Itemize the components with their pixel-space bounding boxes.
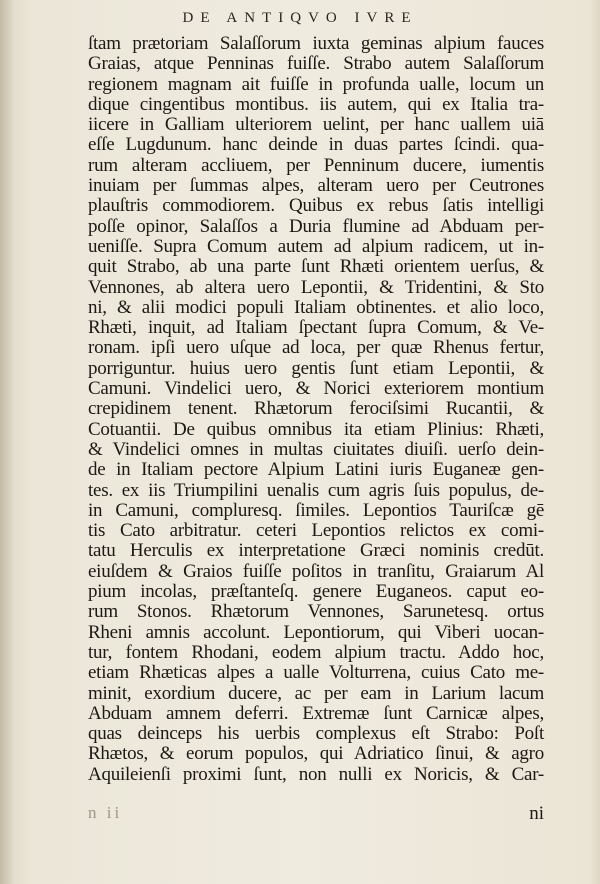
text-line: ronam. ipſi uero uſque ad loca, per quæ Rhenus fertur, — [88, 337, 544, 359]
text-line: pium incolas, præſtanteſq. genere Euganeos. caput eo- — [88, 581, 544, 603]
text-line: eiuſdem & Graios fuiſſe poſitos in tranſitu, Graiarum Al — [88, 560, 544, 582]
running-head: DE ANTIQVO IVRE — [182, 10, 418, 26]
text-line: Vennones, ab altera uero Lepontii, & Tridentini, & Sto — [88, 276, 544, 298]
text-line: poſſe opinor, Salaſſos a Duria flumine ad Abduam per- — [88, 215, 544, 237]
text-line: Abduam amnem deferri. Extremæ ſunt Carnicæ alpes, — [88, 702, 544, 724]
text-line: tes. ex iis Triumpilini uenalis cum agris ſuis populus, de- — [88, 479, 544, 501]
catchword: ni — [529, 803, 544, 824]
text-line: regionem magnam ait fuiſſe in profunda ualle, locum un — [88, 73, 544, 95]
body-text — [88, 34, 544, 785]
text-line: crepidinem tenent. Rhætorum ferociſsimi Rucantii, & — [88, 398, 544, 420]
text-line: plauſtris commodiorem. Quibus ex rebus ſatis intelligi — [88, 195, 544, 217]
text-line: rum alteram accliuem, per Penninum ducere, iumentis — [88, 154, 544, 176]
page-footer — [88, 803, 544, 825]
text-line: etiam Rhæticas alpes a ualle Volturrena, cuius Cato me- — [88, 662, 544, 684]
text-line: porriguntur. huius uero gentis ſunt etiam Lepontii, & — [88, 357, 544, 379]
text-line: Camuni. Vindelici uero, & Norici exteriorem montium — [88, 378, 544, 400]
text-line: tatu Herculis ex interpretatione Græci nominis credūt. — [88, 540, 544, 562]
text-line: Rhæti, inquit, ad Italiam ſpectant ſupra Comum, & Ve- — [88, 317, 544, 339]
text-line: ueniſſe. Supra Comum autem ad alpium radicem, ut in- — [88, 235, 544, 257]
text-line: in Camuni, compluresq. ſimiles. Lepontios Tauriſcæ gē — [88, 499, 544, 521]
text-line: iicere in Galliam ulteriorem uelint, per hanc uallem uiā — [88, 114, 544, 136]
text-line: tis Cato arbitratur. ceteri Lepontios relictos ex comi- — [88, 520, 544, 542]
gutter-shadow — [0, 0, 14, 884]
text-line: de in Italiam pectore Alpium Latini iuris Euganeæ gen- — [88, 459, 544, 481]
text-line: Rhætos, & eorum populos, qui Adriatico ſinui, & agro — [88, 743, 544, 765]
text-line: tur, fontem Rhodani, eodem alpium tractu. Addo hoc, — [88, 641, 544, 663]
text-line: minit, exordium ducere, ac per eam in Larium lacum — [88, 682, 544, 704]
text-line: inuiam per ſummas alpes, alteram uero per Ceutrones — [88, 175, 544, 197]
text-line: Aquileienſi proximi ſunt, non nulli ex Noricis, & Car- — [88, 763, 544, 785]
text-line: & Vindelici omnes in multas ciuitates diuiſi. uerſo dein- — [88, 438, 544, 460]
text-line: Cotuantii. De quibus omnibus ita etiam Plinius: Rhæti, — [88, 418, 544, 440]
text-line: quas deinceps his uerbis complexus eſt Strabo: Poſt — [88, 723, 544, 745]
text-line: Rheni amnis accolunt. Lepontiorum, qui Viberi uocan- — [88, 621, 544, 643]
text-line: dique cingentibus montibus. iis autem, qui ex Italia tra- — [88, 93, 544, 115]
text-line: eſſe Lugdunum. hanc deinde in duas partes ſcindi. qua- — [88, 134, 544, 156]
text-line: ſtam prætoriam Salaſſorum iuxta geminas alpium fauces — [88, 33, 544, 54]
text-line: quit Strabo, ab una parte ſunt Rhæti orientem uerſus, & — [88, 256, 544, 278]
signature-mark: n ii — [88, 803, 123, 822]
text-line: rum Stonos. Rhætorum Vennones, Sarunetesq. ortus — [88, 601, 544, 623]
text-line: ni, & alii modici populi Italiam obtinentes. et alio loco, — [88, 296, 544, 318]
text-line: Graias, atque Penninas fuiſſe. Strabo autem Salaſſorum — [88, 53, 544, 75]
